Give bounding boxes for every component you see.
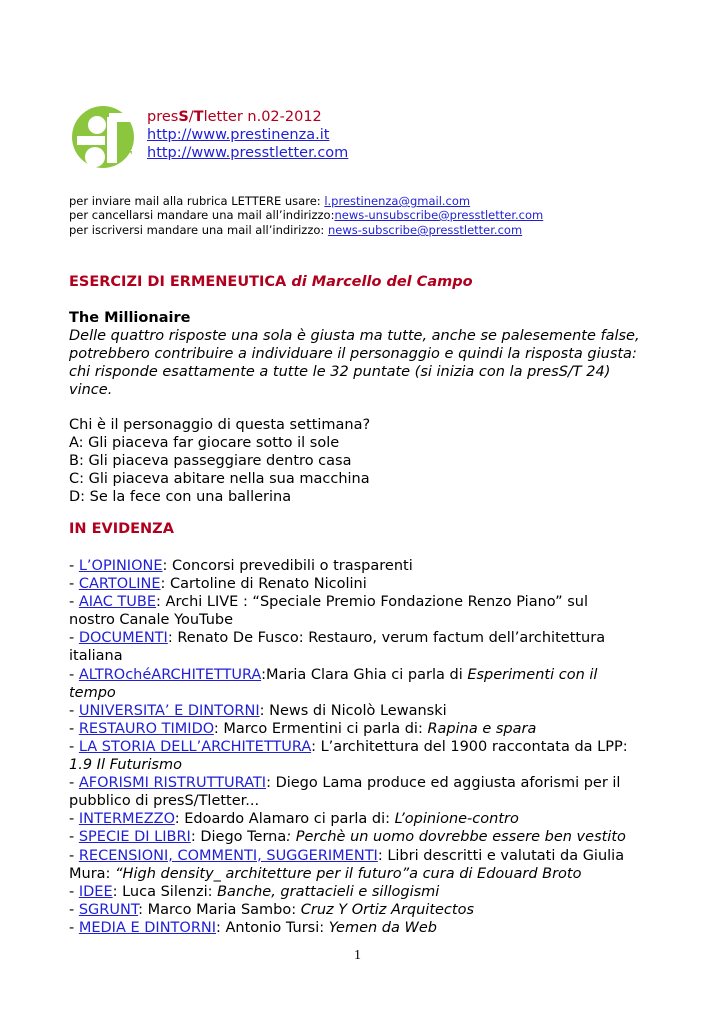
opinione-link[interactable]: L’OPINIONE	[78, 558, 163, 574]
contact-line-subscribe: per iscriversi mandare una mail all’indirizzo: news-subscribe@presstletter.com	[69, 223, 523, 237]
list-item: - CARTOLINE: Cartoline di Renato Nicolini	[69, 576, 367, 593]
esercizi-heading: ESERCIZI DI ERMENEUTICA di Marcello del Campo	[69, 274, 473, 290]
list-item: - DOCUMENTI: Renato De Fusco: Restauro, verum factum dell’architettura italiana	[69, 630, 606, 665]
specie-di-libri-link[interactable]: SPECIE DI LIBRI	[78, 829, 191, 846]
millionaire-title: The Millionaire	[69, 310, 191, 326]
quiz-answer-c: C: Gli piaceva abitare nella sua macchina	[69, 471, 370, 487]
intro-line: vince.	[69, 382, 113, 398]
aiac-tube-link[interactable]: AIAC TUBE	[78, 594, 157, 611]
quiz-answer-d: D: Se la fece con una ballerina	[69, 489, 292, 505]
recensioni-link[interactable]: RECENSIONI, COMMENTI, SUGGERIMENTI	[78, 847, 378, 864]
svg-text:letter: letter	[125, 131, 135, 155]
unsubscribe-email-link[interactable]: news-unsubscribe@presstletter.com	[334, 208, 544, 222]
issue-title: presS/Tletter n.02-2012	[147, 109, 322, 125]
list-item: - LA STORIA DELL’ARCHITETTURA: L’architettura del 1900 raccontata da LPP: 1.9 Il Futurismo	[69, 738, 628, 774]
presstletter-logo	[69, 103, 141, 175]
presstletter-link[interactable]: http://www.presstletter.com	[147, 145, 349, 161]
sgrunt-link[interactable]: SGRUNT	[78, 901, 139, 918]
list-item: - SGRUNT: Marco Maria Sambo: Cruz Y Ortiz Arquitectos	[69, 901, 475, 918]
aforismi-link[interactable]: AFORISMI RISTRUTTURATI	[78, 775, 267, 792]
list-item: - AIAC TUBE: Archi LIVE : “Speciale Premio Fondazione Renzo Piano” sul nostro Canale YouTube	[69, 594, 589, 629]
contact-line-unsubscribe: per cancellarsi mandare una mail all’indirizzo:news-unsubscribe@presstletter.com	[69, 208, 544, 222]
list-item: - INTERMEZZO: Edoardo Alamaro ci parla di: L’opinione-contro	[69, 811, 519, 828]
subscribe-email-link[interactable]: news-subscribe@presstletter.com	[327, 223, 523, 237]
list-item: - RESTAURO TIMIDO: Marco Ermentini ci parla di: Rapina e spara	[69, 720, 537, 737]
intro-line: chi risponde esattamente a tutte le 32 puntate (si inizia con la presS/T 24)	[69, 364, 611, 380]
list-item: - IDEE: Luca Silenzi: Banche, grattacieli e sillogismi	[69, 883, 440, 900]
list-item: - UNIVERSITA’ E DINTORNI: News di Nicolò Lewanski	[69, 702, 447, 719]
quiz-question: Chi è il personaggio di questa settimana?	[69, 417, 371, 433]
evidenza-heading: IN EVIDENZA	[69, 521, 174, 537]
list-item: - ALTROchéARCHITETTURA:Maria Clara Ghia ci parla di Esperimenti con il tempo	[69, 666, 598, 701]
intro-line: Delle quattro risposte una sola è giusta ma tutte, anche se palesemente false,	[69, 328, 640, 344]
contact-line-lettere: per inviare mail alla rubrica LETTERE usare: l.prestinenza@gmail.com	[69, 194, 471, 208]
media-dintorni-link[interactable]: MEDIA E DINTORNI	[78, 919, 217, 936]
altrochearchitettura-link[interactable]: ALTROchéARCHITETTURA	[78, 666, 262, 683]
list-item: - AFORISMI RISTRUTTURATI: Diego Lama produce ed aggiusta aforismi per il pubblico di presS/Tletter...	[69, 775, 621, 810]
quiz-answer-a: A: Gli piaceva far giocare sotto il sole	[69, 435, 340, 451]
quiz-block	[69, 416, 659, 506]
documenti-link[interactable]: DOCUMENTI	[78, 630, 168, 647]
quiz-answer-b: B: Gli piaceva passeggiare dentro casa	[69, 453, 352, 469]
universita-link[interactable]: UNIVERSITA’ E DINTORNI	[78, 702, 260, 719]
millionaire-block	[69, 309, 659, 399]
list-item: - RECENSIONI, COMMENTI, SUGGERIMENTI: Libri descritti e valutati da Giulia Mura: “High density_ architetture per il futuro”a cura di Edouard Broto	[69, 847, 625, 882]
lettere-email-link[interactable]: l.prestinenza@gmail.com	[324, 194, 471, 208]
intro-line: potrebbero contribuire a individuare il personaggio e quindi la risposta giusta:	[69, 346, 637, 362]
intermezzo-link[interactable]: INTERMEZZO	[78, 811, 175, 828]
list-item: - MEDIA E DINTORNI: Antonio Tursi: Yemen da Web	[69, 919, 437, 936]
list-item: - L’OPINIONE: Concorsi prevedibili o trasparenti	[69, 558, 413, 574]
prestinenza-link[interactable]: http://www.prestinenza.it	[147, 127, 330, 143]
restauro-timido-link[interactable]: RESTAURO TIMIDO	[78, 720, 214, 737]
list-item: - SPECIE DI LIBRI: Diego Terna: Perchè un uomo dovrebbe essere ben vestito	[69, 829, 626, 846]
page-number: 1	[354, 948, 361, 963]
evidenza-list	[69, 557, 669, 937]
idee-link[interactable]: IDEE	[78, 883, 113, 900]
storia-architettura-link[interactable]: LA STORIA DELL’ARCHITETTURA	[78, 738, 312, 755]
cartoline-link[interactable]: CARTOLINE	[78, 576, 161, 593]
